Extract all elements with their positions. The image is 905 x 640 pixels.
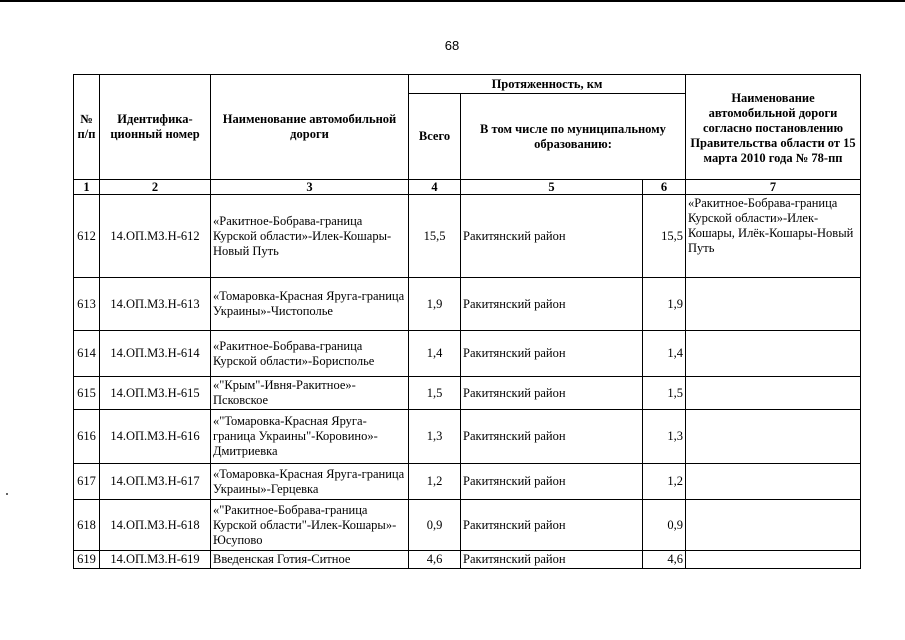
row-road-name: «"Крым"-Ивня-Ракитное»-Псковское: [211, 377, 409, 410]
row-district: Ракитянский район: [461, 500, 643, 551]
row-num: 613: [74, 278, 100, 331]
row-num: 619: [74, 551, 100, 569]
header-road-name: Наименование автомобильной дороги: [211, 75, 409, 180]
row-district: Ракитянский район: [461, 551, 643, 569]
row-num: 612: [74, 195, 100, 278]
header-including: В том числе по муниципальному образованию:: [461, 94, 686, 180]
row-total: 1,4: [409, 331, 461, 377]
table-row: [74, 377, 861, 410]
row-district: Ракитянский район: [461, 278, 643, 331]
row-district-length: 1,9: [643, 278, 686, 331]
column-number: 3: [211, 180, 409, 195]
row-district: Ракитянский район: [461, 410, 643, 464]
table-row: [74, 500, 861, 551]
row-district-length: 0,9: [643, 500, 686, 551]
header-decree-name: Наименование автомобильной дороги согласно постановлению Правительства области от 15 марта 2010 года № 78-пп: [686, 75, 861, 180]
column-number: 5: [461, 180, 643, 195]
row-district: Ракитянский район: [461, 331, 643, 377]
row-road-name: «"Томаровка-Красная Яруга-граница Украины"-Коровино»-Дмитриевка: [211, 410, 409, 464]
row-decree-name: [686, 551, 861, 569]
row-total: 4,6: [409, 551, 461, 569]
row-decree-name: [686, 278, 861, 331]
row-decree-name: [686, 464, 861, 500]
margin-dot: [6, 493, 8, 495]
table-row: [74, 464, 861, 500]
row-decree-name: [686, 377, 861, 410]
row-total: 0,9: [409, 500, 461, 551]
row-id: 14.ОП.МЗ.Н-617: [100, 464, 211, 500]
header-total: Всего: [409, 94, 461, 180]
header-length: Протяженность, км: [409, 75, 686, 94]
table-row: [74, 278, 861, 331]
row-road-name: «"Ракитное-Бобрава-граница Курской области"-Илек-Кошары»-Юсупово: [211, 500, 409, 551]
row-road-name: «Ракитное-Бобрава-граница Курской области»-Борисполье: [211, 331, 409, 377]
column-number: 2: [100, 180, 211, 195]
row-total: 1,3: [409, 410, 461, 464]
row-total: 1,2: [409, 464, 461, 500]
roads-table: [73, 74, 861, 569]
column-number-row: [74, 180, 861, 195]
row-district-length: 1,2: [643, 464, 686, 500]
row-decree-name: «Ракитное-Бобрава-граница Курской области»-Илек-Кошары, Илёк-Кошары-Новый Путь: [686, 195, 861, 278]
row-decree-name: [686, 410, 861, 464]
table-row: [74, 410, 861, 464]
table-header: [74, 75, 861, 195]
row-road-name: «Ракитное-Бобрава-граница Курской области»-Илек-Кошары-Новый Путь: [211, 195, 409, 278]
row-district-length: 4,6: [643, 551, 686, 569]
column-number: 6: [643, 180, 686, 195]
column-number: 7: [686, 180, 861, 195]
row-district: Ракитянский район: [461, 377, 643, 410]
row-road-name: Введенская Готия-Ситное: [211, 551, 409, 569]
column-number: 4: [409, 180, 461, 195]
row-num: 617: [74, 464, 100, 500]
row-num: 614: [74, 331, 100, 377]
row-district-length: 1,3: [643, 410, 686, 464]
row-num: 618: [74, 500, 100, 551]
row-district-length: 15,5: [643, 195, 686, 278]
row-id: 14.ОП.МЗ.Н-618: [100, 500, 211, 551]
row-id: 14.ОП.МЗ.Н-619: [100, 551, 211, 569]
row-road-name: «Томаровка-Красная Яруга-граница Украины»-Герцевка: [211, 464, 409, 500]
top-rule: [0, 0, 905, 2]
row-num: 615: [74, 377, 100, 410]
row-total: 1,9: [409, 278, 461, 331]
row-district: Ракитянский район: [461, 195, 643, 278]
table-row: [74, 551, 861, 569]
header-num: № п/п: [74, 75, 100, 180]
row-total: 1,5: [409, 377, 461, 410]
row-id: 14.ОП.МЗ.Н-612: [100, 195, 211, 278]
page-number: 68: [444, 38, 460, 53]
row-total: 15,5: [409, 195, 461, 278]
row-id: 14.ОП.МЗ.Н-613: [100, 278, 211, 331]
row-id: 14.ОП.МЗ.Н-615: [100, 377, 211, 410]
table-row: [74, 331, 861, 377]
row-district: Ракитянский район: [461, 464, 643, 500]
row-decree-name: [686, 500, 861, 551]
row-district-length: 1,4: [643, 331, 686, 377]
table-row: [74, 195, 861, 278]
table-body: [74, 195, 861, 569]
row-district-length: 1,5: [643, 377, 686, 410]
row-id: 14.ОП.МЗ.Н-614: [100, 331, 211, 377]
row-num: 616: [74, 410, 100, 464]
row-decree-name: [686, 331, 861, 377]
row-id: 14.ОП.МЗ.Н-616: [100, 410, 211, 464]
row-road-name: «Томаровка-Красная Яруга-граница Украины»-Чистополье: [211, 278, 409, 331]
column-number: 1: [74, 180, 100, 195]
header-ident: Идентифика-ционный номер: [100, 75, 211, 180]
